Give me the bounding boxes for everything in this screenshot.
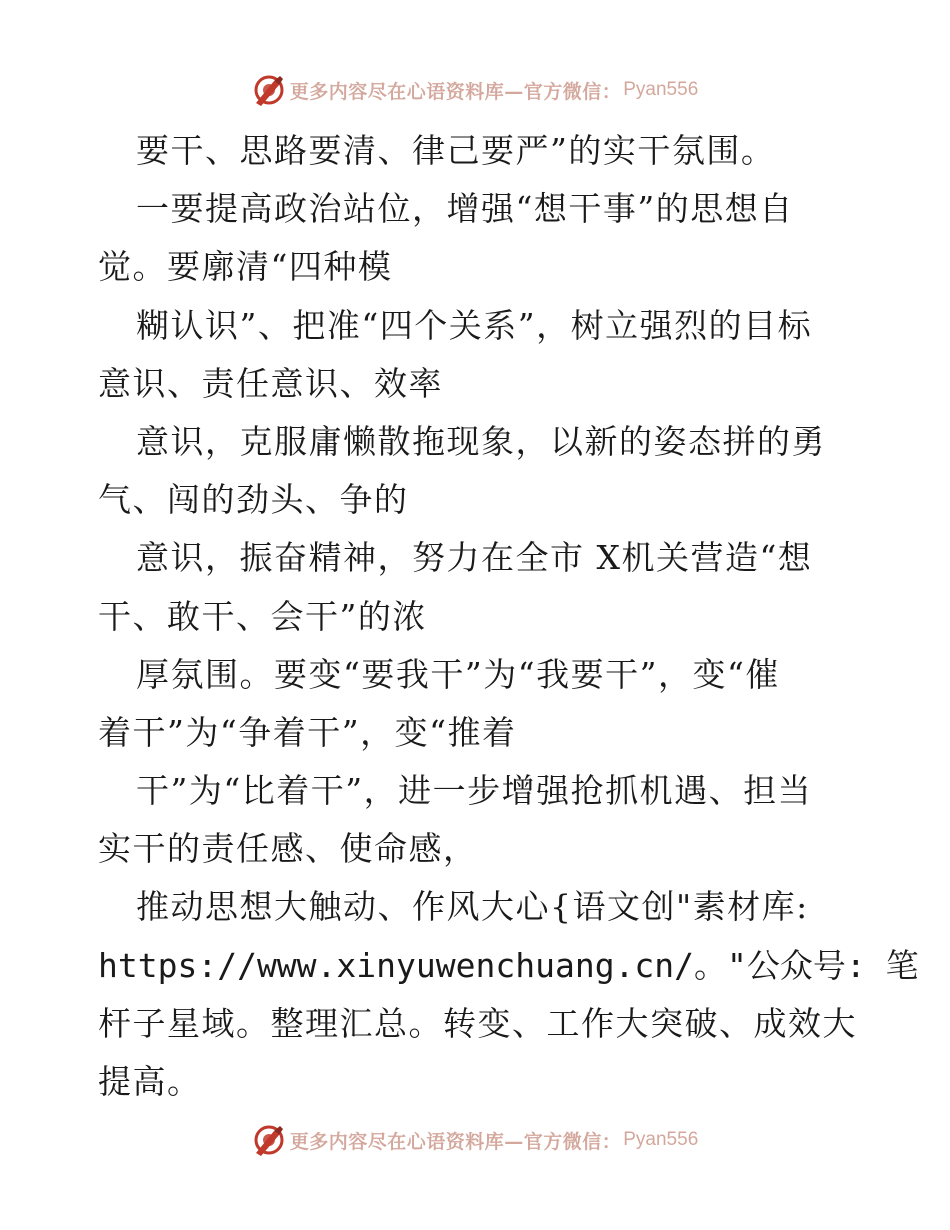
text-line: 意识、责任意识、效率 <box>98 363 443 403</box>
text-line: 厚氛围。要变“要我干”为“我要干”，变“催 <box>136 654 780 694</box>
text-line: 提高。 <box>98 1062 202 1101</box>
text-line: 一要提高政治站位，增强“想干事”的思想自 <box>136 189 794 229</box>
footer-banner <box>0 1120 950 1160</box>
wechat-id: Pyan556 <box>623 1129 699 1150</box>
wechat-id: Pyan556 <box>623 79 699 100</box>
header-banner <box>0 70 950 110</box>
text-line: 着干”为“争着干”，变“推着 <box>98 712 517 752</box>
text-line: 意识，振奋精神，努力在全市 X机关营造“想 <box>136 538 813 578</box>
text-line: 要干、思路要清、律己要严”的实干氛围。 <box>136 131 776 170</box>
pen-logo-icon <box>252 73 286 107</box>
banner-text: 更多内容尽在心语资料库—官方微信： <box>289 80 622 103</box>
text-line: 干”为“比着干”，进一步增强抢抓机遇、担当 <box>136 771 813 811</box>
text-line: 干、敢干、会干”的浓 <box>98 596 427 636</box>
pen-logo-icon <box>252 1123 286 1157</box>
text-line: 糊认识”、把准“四个关系”，树立强烈的目标 <box>136 305 813 345</box>
banner-text: 更多内容尽在心语资料库—官方微信： <box>289 1130 622 1153</box>
text-line: 杆子星域。整理汇总。转变、工作大突破、成效大 <box>98 1003 857 1043</box>
text-line: 实干的责任感、使命感， <box>98 829 478 869</box>
text-line: 推动思想大触动、作风大心{语文创"素材库: <box>136 887 809 927</box>
document-body <box>98 122 919 1111</box>
text-line: 意识，克服庸懒散拖现象，以新的姿态拼的勇 <box>136 421 826 461</box>
text-line: 气、闯的劲头、争的 <box>98 480 409 520</box>
text-line: https://www.xinyuwenchuang.cn/。"公众号: 笔 <box>98 945 919 985</box>
text-line: 觉。要廓清“四种模 <box>98 247 393 287</box>
